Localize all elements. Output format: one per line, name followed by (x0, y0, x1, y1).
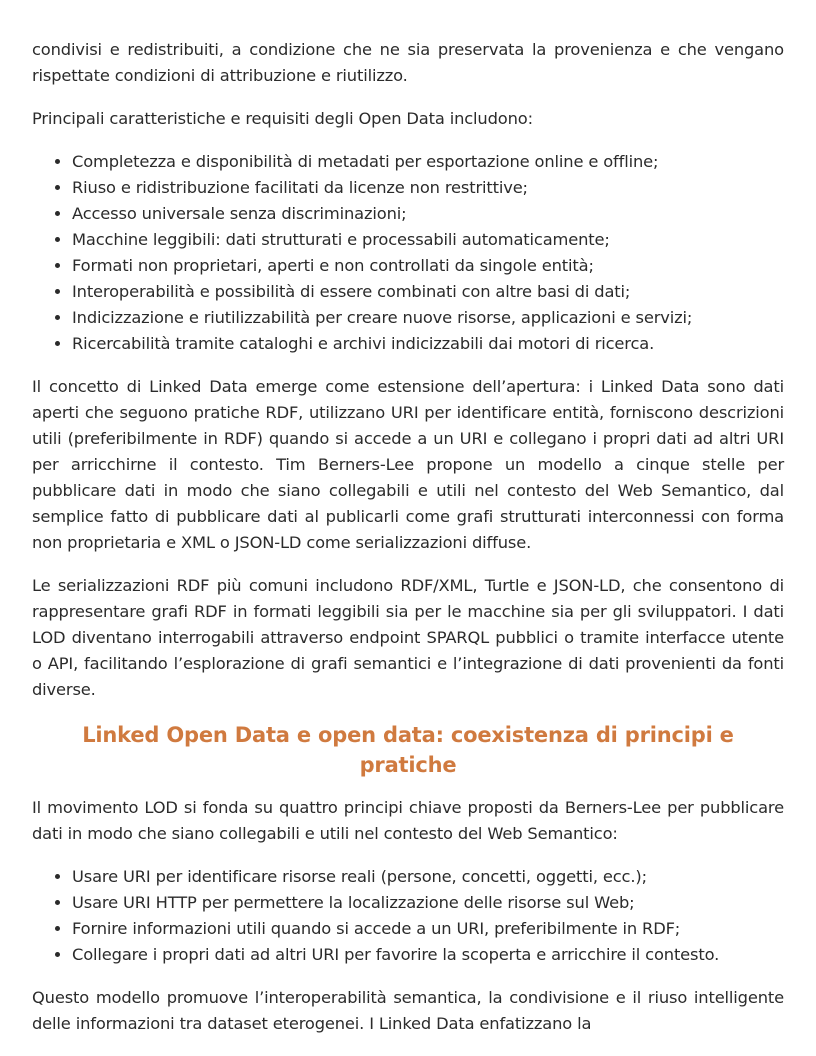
paragraph-linked-data-concept: Il concetto di Linked Data emerge come estensione dell’apertura: i Linked Data sono dati aperti che seguono pratiche RDF, utilizzano URI per identificare entità, forniscono descrizioni utili (preferibilmente in RDF) quando si accede a un URI e collegano i propri dati ad altri URI per arricchirne il contesto. Tim Berners-Lee propone un modello a cinque stelle per pubblicare dati in modo che siano collegabili e utili nel contesto del Web Semantico, dal semplice fatto di pubblicare dati al publicarli come grafi strutturati interconnessi con forma non proprietaria e XML o JSON-LD come serializzazioni diffuse. (32, 377, 784, 552)
list-item: • Riuso e ridistribuzione facilitati da licenze non restrittive; (72, 175, 784, 201)
list-item: • Formati non proprietari, aperti e non controllati da singole entità; (72, 253, 784, 279)
list-item: • Completezza e disponibilità di metadati per esportazione online e offline; (72, 149, 784, 175)
lod-principles-list (32, 864, 784, 968)
section-heading: Linked Open Data e open data: coexistenza di principi e pratiche (82, 723, 734, 777)
paragraph-model-interoperability: Questo modello promuove l’interoperabilità semantica, la condivisione e il riuso intelligente delle informazioni tra dataset eterogenei. I Linked Data enfatizzano la (32, 988, 784, 1033)
list-item: • Accesso universale senza discriminazioni; (72, 201, 784, 227)
paragraph-rdf-serializations: Le serializzazioni RDF più comuni includono RDF/XML, Turtle e JSON-LD, che consentono di rappresentare grafi RDF in formati leggibili sia per le macchine sia per gli sviluppatori. I dati LOD diventano interrogabili attraverso endpoint SPARQL pubblici o tramite interfacce utente o API, facilitando l’esplorazione di grafi semantici e l’integrazione di dati provenienti da fonti diverse. (32, 576, 784, 699)
list-item: • Interoperabilità e possibilità di essere combinati con altre basi di dati; (72, 279, 784, 305)
list-item: • Usare URI HTTP per permettere la localizzazione delle risorse sul Web; (72, 890, 784, 916)
paragraph-open-data-intro: Principali caratteristiche e requisiti degli Open Data includono: (32, 109, 533, 128)
list-item: • Ricercabilità tramite cataloghi e archivi indicizzabili dai motori di ricerca. (72, 331, 784, 357)
paragraph-open-data-continued: condivisi e redistribuiti, a condizione che ne sia preservata la provenienza e che vengano rispettate condizioni di attribuzione e riutilizzo. (32, 40, 784, 85)
open-data-features-list (32, 149, 784, 357)
list-item: • Collegare i propri dati ad altri URI per favorire la scoperta e arricchire il contesto. (72, 942, 784, 968)
paragraph-lod-principles-intro: Il movimento LOD si fonda su quattro principi chiave proposti da Berners-Lee per pubblicare dati in modo che siano collegabili e utili nel contesto del Web Semantico: (32, 798, 784, 843)
list-item: • Usare URI per identificare risorse reali (persone, concetti, oggetti, ecc.); (72, 864, 784, 890)
list-item: • Fornire informazioni utili quando si accede a un URI, preferibilmente in RDF; (72, 916, 784, 942)
list-item: • Macchine leggibili: dati strutturati e processabili automaticamente; (72, 227, 784, 253)
list-item: • Indicizzazione e riutilizzabilità per creare nuove risorse, applicazioni e servizi; (72, 305, 784, 331)
document-page (32, 37, 784, 1054)
